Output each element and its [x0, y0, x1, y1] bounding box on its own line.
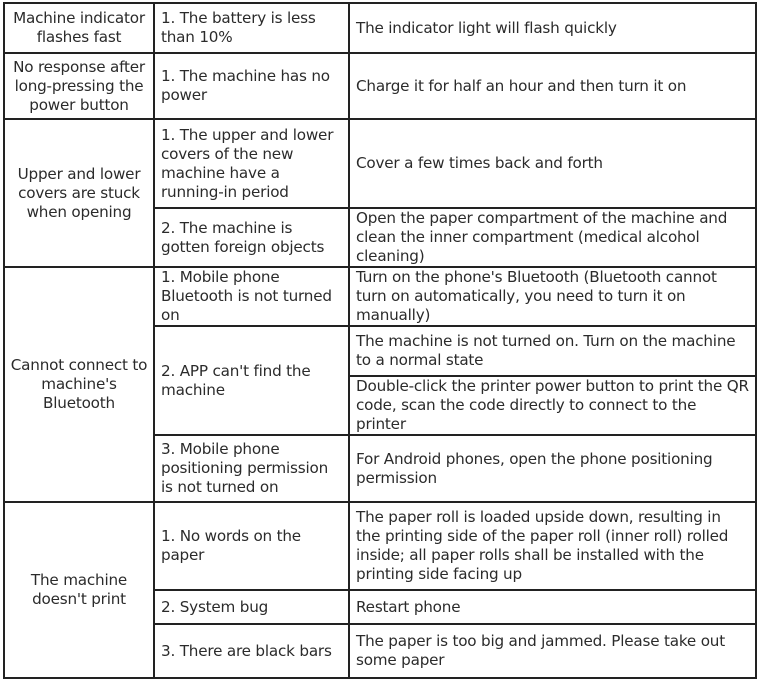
symptom-cell: No response after long-pressing the power button [4, 53, 154, 119]
symptom-cell: The machine doesn't print [4, 502, 154, 678]
solution-cell: The paper is too big and jammed. Please take out some paper [349, 624, 756, 678]
cause-cell: 2. System bug [154, 590, 349, 624]
table-row [4, 53, 756, 119]
cause-cell: 2. APP can't find the machine [154, 326, 349, 435]
solution-cell: Restart phone [349, 590, 756, 624]
cause-cell: 1. No words on the paper [154, 502, 349, 590]
cause-cell: 2. The machine is gotten foreign objects [154, 208, 349, 267]
cause-cell: 1. The machine has no power [154, 53, 349, 119]
cause-cell: 3. There are black bars [154, 624, 349, 678]
solution-cell: The indicator light will flash quickly [349, 3, 756, 53]
solution-cell: Double-click the printer power button to print the QR code, scan the code directly to connect to the printer [349, 376, 756, 435]
table-row [4, 119, 756, 208]
cause-cell: 1. Mobile phone Bluetooth is not turned on [154, 267, 349, 326]
table-row [4, 267, 756, 326]
solution-cell: Turn on the phone's Bluetooth (Bluetooth cannot turn on automatically, you need to turn it on manually) [349, 267, 756, 326]
solution-cell: The paper roll is loaded upside down, resulting in the printing side of the paper roll (inner roll) rolled inside; all paper rolls shall be installed with the printing side facing up [349, 502, 756, 590]
symptom-cell: Machine indicator flashes fast [4, 3, 154, 53]
solution-cell: For Android phones, open the phone positioning permission [349, 435, 756, 502]
solution-cell: Open the paper compartment of the machine and clean the inner compartment (medical alcohol cleaning) [349, 208, 756, 267]
symptom-cell: Upper and lower covers are stuck when opening [4, 119, 154, 267]
solution-cell: Charge it for half an hour and then turn it on [349, 53, 756, 119]
table-row [4, 3, 756, 53]
solution-cell: Cover a few times back and forth [349, 119, 756, 208]
symptom-cell: Cannot connect to machine's Bluetooth [4, 267, 154, 502]
cause-cell: 1. The battery is less than 10% [154, 3, 349, 53]
troubleshooting-table [3, 2, 757, 679]
solution-cell: The machine is not turned on. Turn on the machine to a normal state [349, 326, 756, 376]
cause-cell: 1. The upper and lower covers of the new machine have a running-in period [154, 119, 349, 208]
table-row [4, 502, 756, 590]
cause-cell: 3. Mobile phone positioning permission is not turned on [154, 435, 349, 502]
